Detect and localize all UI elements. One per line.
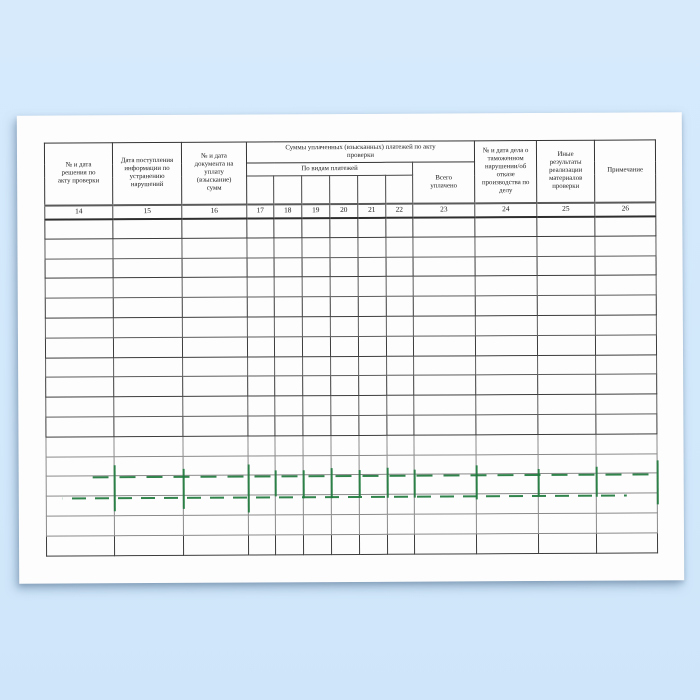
header-col-26 [595, 140, 656, 202]
empty-cell [46, 437, 114, 457]
empty-cell [596, 434, 657, 454]
empty-cell [247, 297, 274, 317]
empty-cell [247, 218, 274, 238]
empty-cell [248, 436, 275, 456]
empty-cell [359, 415, 387, 435]
header-blank-22 [386, 175, 413, 203]
empty-cell [597, 533, 658, 553]
empty-cell [595, 315, 656, 335]
empty-cell [248, 535, 275, 555]
empty-cell [413, 256, 475, 276]
empty-cell [386, 336, 413, 356]
empty-cell [248, 416, 275, 436]
header-col-23 [413, 162, 475, 203]
empty-cell [248, 376, 275, 396]
empty-cell [358, 336, 386, 356]
empty-cell [595, 236, 656, 256]
column-number-24: 24 [475, 203, 537, 217]
header-col-24 [475, 141, 537, 203]
empty-cell [358, 217, 386, 237]
header-col-14 [44, 143, 112, 205]
empty-cell [595, 255, 656, 275]
empty-cell [182, 218, 247, 238]
empty-cell [114, 496, 183, 516]
empty-cell [476, 434, 538, 454]
empty-cell [183, 376, 248, 396]
empty-cell [596, 453, 657, 473]
empty-cell [275, 356, 303, 376]
empty-cell [358, 277, 386, 297]
empty-cell [331, 415, 359, 435]
empty-cell [538, 375, 596, 395]
empty-cell [183, 515, 248, 535]
empty-data-rows [45, 216, 658, 556]
column-number-20: 20 [330, 203, 358, 217]
empty-cell [114, 515, 183, 535]
empty-cell [358, 257, 386, 277]
empty-cell [330, 316, 358, 336]
empty-cell [114, 436, 183, 456]
empty-cell [596, 374, 657, 394]
empty-cell [182, 317, 247, 337]
empty-cell [303, 396, 331, 416]
empty-cell [414, 514, 476, 534]
empty-cell [330, 297, 358, 317]
empty-cell [113, 298, 182, 318]
empty-cell [538, 474, 596, 494]
empty-cell [183, 357, 248, 377]
empty-cell [387, 376, 414, 396]
empty-cell [595, 295, 656, 315]
empty-cell [274, 297, 302, 317]
empty-cell [413, 276, 475, 296]
empty-cell [46, 377, 114, 397]
empty-cell [302, 237, 330, 257]
empty-cell [46, 397, 114, 417]
empty-cell [476, 335, 538, 355]
empty-cell [331, 435, 359, 455]
empty-cell [386, 237, 413, 257]
empty-cell [359, 356, 387, 376]
column-number-25: 25 [537, 202, 595, 216]
empty-cell [113, 278, 182, 298]
empty-cell [274, 238, 302, 258]
empty-cell [303, 356, 331, 376]
empty-cell [413, 217, 475, 237]
empty-cell [330, 217, 358, 237]
empty-cell [248, 356, 275, 376]
empty-cell [274, 257, 302, 277]
empty-cell [275, 534, 303, 554]
empty-cell [476, 513, 538, 533]
empty-cell [476, 454, 538, 474]
empty-cell [537, 315, 595, 335]
empty-cell [359, 455, 387, 475]
empty-cell [303, 416, 331, 436]
empty-cell [387, 415, 414, 435]
empty-cell [359, 475, 387, 495]
empty-cell [114, 535, 183, 555]
empty-cell [182, 238, 247, 258]
column-number-21: 21 [358, 203, 386, 217]
empty-cell [413, 237, 475, 257]
empty-cell [359, 435, 387, 455]
empty-cell [247, 238, 274, 258]
empty-cell [477, 533, 539, 553]
empty-cell [386, 277, 413, 297]
empty-cell [303, 475, 331, 495]
empty-cell [537, 276, 595, 296]
empty-cell [46, 476, 114, 496]
empty-cell [247, 257, 274, 277]
empty-cell [537, 295, 595, 315]
empty-cell [45, 219, 113, 239]
empty-cell [183, 396, 248, 416]
empty-cell [475, 296, 537, 316]
empty-cell [247, 317, 274, 337]
empty-cell [387, 455, 414, 475]
empty-cell [45, 258, 113, 278]
empty-cell [274, 218, 302, 238]
header-blank-21 [358, 175, 386, 203]
empty-cell [475, 236, 537, 256]
empty-cell [183, 456, 248, 476]
empty-cell [275, 436, 303, 456]
header-col-16 [181, 142, 246, 204]
column-number-15: 15 [113, 204, 182, 218]
empty-cell [359, 395, 387, 415]
empty-cell [45, 278, 113, 298]
header-subgroup-payment-types: По видам платежей [247, 162, 413, 176]
empty-cell [476, 375, 538, 395]
empty-cell [46, 357, 114, 377]
empty-cell [414, 375, 476, 395]
empty-cell [302, 317, 330, 337]
empty-cell [596, 335, 657, 355]
empty-cell [414, 494, 476, 514]
header-group-payments [246, 141, 474, 163]
verification-results-table [44, 139, 658, 556]
empty-cell [248, 455, 275, 475]
empty-cell [302, 218, 330, 238]
empty-cell [113, 337, 182, 357]
empty-cell [386, 316, 413, 336]
empty-cell [275, 376, 303, 396]
empty-cell [476, 474, 538, 494]
empty-cell [182, 337, 247, 357]
empty-cell [302, 277, 330, 297]
empty-cell [538, 513, 596, 533]
empty-cell [182, 297, 247, 317]
header-col-16-label: № и дата документа на уплату (взыскание) сумм [194, 152, 234, 193]
empty-cell [182, 277, 247, 297]
header-blank-19 [302, 176, 330, 204]
empty-cell [46, 535, 114, 555]
empty-cell [46, 417, 114, 437]
empty-cell [303, 495, 331, 515]
empty-cell [538, 434, 596, 454]
table-row [46, 533, 657, 556]
empty-cell [387, 395, 414, 415]
empty-cell [303, 435, 331, 455]
empty-cell [274, 317, 302, 337]
empty-cell [302, 336, 330, 356]
column-number-16: 16 [182, 204, 247, 218]
column-number-26: 26 [595, 202, 656, 216]
empty-cell [387, 356, 414, 376]
empty-cell [113, 238, 182, 258]
empty-cell [475, 316, 537, 336]
header-col-25-label: Иные результаты реализации материалов проверки [549, 151, 583, 191]
empty-cell [596, 394, 657, 414]
empty-cell [359, 376, 387, 396]
header-blank-17 [247, 176, 274, 204]
empty-cell [387, 435, 414, 455]
empty-cell [538, 355, 596, 375]
empty-cell [303, 515, 331, 535]
empty-cell [538, 414, 596, 434]
empty-cell [358, 316, 386, 336]
empty-cell [114, 456, 183, 476]
empty-cell [247, 277, 274, 297]
column-number-14: 14 [45, 205, 113, 219]
empty-cell [183, 475, 248, 495]
header-col-14-label: № и дата решения по акту проверки [58, 161, 100, 185]
empty-cell [247, 337, 274, 357]
empty-cell [114, 357, 183, 377]
header-blank-18 [274, 176, 302, 204]
column-number-23: 23 [413, 203, 475, 217]
empty-cell [413, 296, 475, 316]
empty-cell [45, 318, 113, 338]
empty-cell [113, 218, 182, 238]
empty-cell [413, 336, 475, 356]
empty-cell [248, 475, 275, 495]
empty-cell [183, 535, 248, 555]
column-number-18: 18 [274, 204, 302, 218]
empty-cell [330, 277, 358, 297]
empty-cell [387, 514, 414, 534]
empty-cell [275, 396, 303, 416]
empty-cell [359, 514, 387, 534]
header-col-26-label: Примечание [607, 166, 644, 174]
empty-cell [114, 476, 183, 496]
empty-cell [248, 396, 275, 416]
empty-cell [414, 435, 476, 455]
empty-cell [331, 534, 359, 554]
empty-cell [275, 495, 303, 515]
empty-cell [538, 454, 596, 474]
empty-cell [45, 298, 113, 318]
empty-cell [114, 416, 183, 436]
empty-cell [46, 516, 114, 536]
empty-cell [476, 414, 538, 434]
empty-cell [537, 216, 595, 236]
empty-cell [414, 534, 476, 554]
empty-cell [182, 258, 247, 278]
empty-cell [387, 494, 414, 514]
empty-cell [330, 257, 358, 277]
empty-cell [386, 217, 413, 237]
empty-cell [46, 496, 114, 516]
empty-cell [475, 256, 537, 276]
empty-cell [274, 337, 302, 357]
empty-cell [303, 376, 331, 396]
empty-cell [475, 217, 537, 237]
empty-cell [386, 257, 413, 277]
empty-cell [414, 454, 476, 474]
empty-cell [113, 258, 182, 278]
empty-cell [538, 493, 596, 513]
empty-cell [414, 415, 476, 435]
header-group-payments-label: Суммы уплаченных (взысканных) платежей по акту проверки [285, 143, 436, 160]
empty-cell [114, 397, 183, 417]
header-col-24-label: № и дата дела о таможенном нарушении/об отказе производства по делу [481, 147, 530, 195]
empty-cell [476, 355, 538, 375]
empty-cell [475, 276, 537, 296]
header-col-15 [112, 142, 181, 204]
empty-cell [596, 354, 657, 374]
empty-cell [331, 495, 359, 515]
empty-cell [183, 436, 248, 456]
empty-cell [596, 513, 657, 533]
empty-cell [114, 377, 183, 397]
empty-cell [248, 515, 275, 535]
empty-cell [537, 256, 595, 276]
empty-cell [303, 534, 331, 554]
empty-cell [538, 335, 596, 355]
column-number-22: 22 [386, 203, 413, 217]
empty-cell [386, 296, 413, 316]
empty-cell [359, 534, 387, 554]
empty-cell [331, 376, 359, 396]
header-col-23-label: Всего уплачено [430, 174, 458, 190]
empty-cell [414, 474, 476, 494]
empty-cell [595, 216, 656, 236]
empty-cell [275, 455, 303, 475]
empty-cell [183, 495, 248, 515]
column-number-17: 17 [247, 204, 274, 218]
empty-cell [331, 514, 359, 534]
empty-cell [46, 456, 114, 476]
header-blank-20 [330, 175, 358, 203]
empty-cell [414, 355, 476, 375]
empty-cell [596, 473, 657, 493]
empty-cell [539, 533, 597, 553]
empty-cell [330, 237, 358, 257]
empty-cell [538, 394, 596, 414]
empty-cell [476, 494, 538, 514]
empty-cell [275, 416, 303, 436]
header-col-15-label: Дата поступления информации по устранению нарушений [120, 157, 174, 189]
empty-cell [537, 236, 595, 256]
empty-cell [595, 275, 656, 295]
empty-cell [476, 395, 538, 415]
empty-cell [330, 336, 358, 356]
empty-cell [274, 277, 302, 297]
empty-cell [275, 475, 303, 495]
empty-cell [331, 475, 359, 495]
empty-cell [331, 396, 359, 416]
empty-cell [331, 455, 359, 475]
empty-cell [183, 416, 248, 436]
empty-cell [331, 356, 359, 376]
document-sheet [17, 112, 684, 583]
empty-cell [387, 475, 414, 495]
empty-cell [413, 316, 475, 336]
empty-cell [302, 257, 330, 277]
column-number-19: 19 [302, 204, 330, 218]
empty-cell [248, 495, 275, 515]
empty-cell [275, 515, 303, 535]
empty-cell [45, 239, 113, 259]
empty-cell [359, 494, 387, 514]
empty-cell [303, 455, 331, 475]
empty-cell [414, 395, 476, 415]
empty-cell [113, 317, 182, 337]
empty-cell [302, 297, 330, 317]
empty-cell [358, 237, 386, 257]
empty-cell [358, 296, 386, 316]
empty-cell [387, 534, 414, 554]
empty-cell [596, 493, 657, 513]
empty-cell [45, 338, 113, 358]
header-col-25 [537, 140, 595, 202]
empty-cell [596, 414, 657, 434]
